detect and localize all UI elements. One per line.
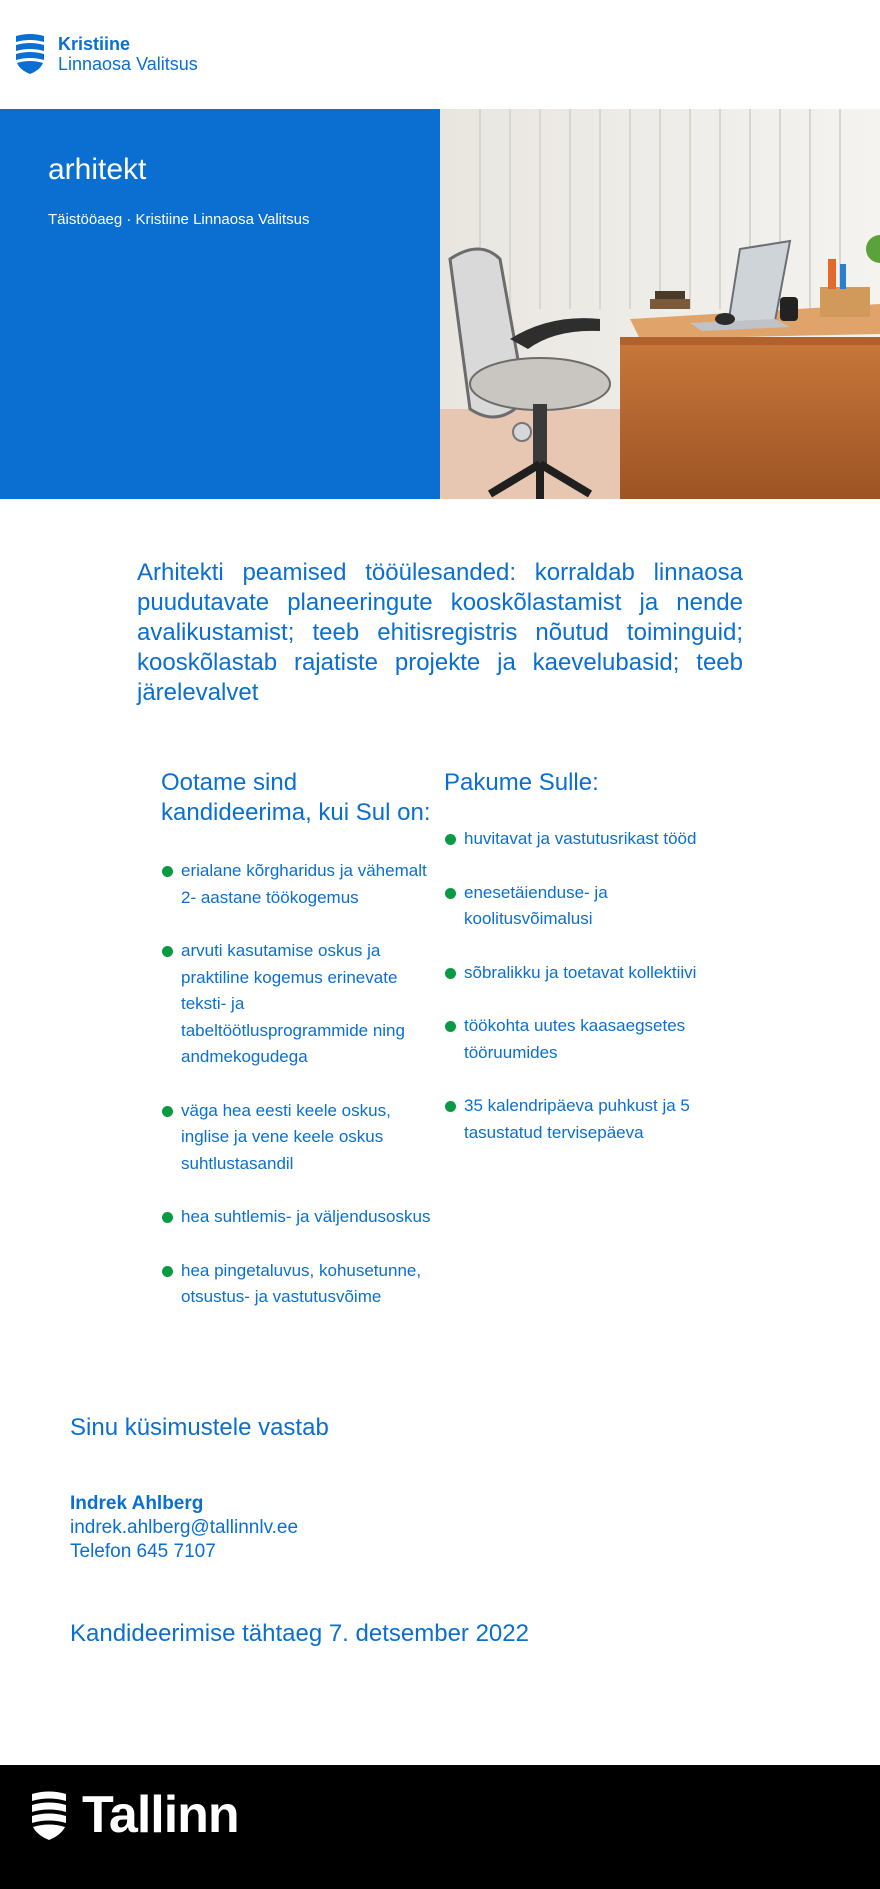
contact-heading: Sinu küsimustele vastab <box>70 1414 329 1441</box>
city-shield-icon <box>14 32 46 76</box>
bullet-icon <box>162 1106 173 1117</box>
bullet-icon <box>445 834 456 845</box>
office-photo <box>440 109 880 499</box>
bullet-icon <box>162 1266 173 1277</box>
list-item-text: hea suhtlemis- ja väljendusoskus <box>181 1207 431 1226</box>
footer <box>0 1765 880 1889</box>
bullet-icon <box>445 888 456 899</box>
list-item-text: huvitavat ja vastutusrikast tööd <box>464 829 697 848</box>
office-chair-desk-photo <box>440 109 880 499</box>
application-deadline: Kandideerimise tähtaeg 7. detsember 2022 <box>70 1620 529 1647</box>
list-item <box>444 1013 724 1066</box>
contact-block <box>70 1492 298 1564</box>
job-title: arhitekt <box>48 153 147 186</box>
bullet-icon <box>445 1101 456 1112</box>
contact-name: Indrek Ahlberg <box>70 1493 204 1514</box>
list-item <box>161 858 431 911</box>
offer-section <box>444 768 724 1173</box>
org-name-line2: Linnaosa Valitsus <box>58 54 198 74</box>
list-item-text: enesetäienduse- ja koolitusvõimalusi <box>464 882 608 928</box>
list-item <box>161 1204 431 1231</box>
list-item-text: väga hea eesti keele oskus, inglise ja vene keele oskus suhtlustasandil <box>181 1100 391 1173</box>
list-item <box>444 960 724 987</box>
hero-banner <box>0 109 880 499</box>
org-logo[interactable] <box>14 32 198 76</box>
list-item <box>161 938 431 1071</box>
job-subtitle: Täistööaeg · Kristiine Linnaosa Valitsus <box>48 211 310 228</box>
list-item-text: erialane kõrgharidus ja vähemalt 2- aastane töökogemus <box>181 861 427 907</box>
bullet-icon <box>162 1212 173 1223</box>
offer-list <box>444 826 724 1146</box>
bullet-icon <box>162 946 173 957</box>
hero-title-panel <box>0 109 440 499</box>
job-description: Arhitekti peamised tööülesanded: korraldab linnaosa puudutavate planeeringute kooskõlastamist ja nende avalikustamist; teeb ehitisregistris nõutud toiminguid; kooskõlastab rajatiste projekte ja kaevelubasid; teeb järelevalvet <box>137 559 743 706</box>
list-item-text: töökohta uutes kaasaegsetes tööruumides <box>464 1016 686 1062</box>
org-name <box>58 34 198 74</box>
requirements-list <box>161 858 431 1311</box>
list-item <box>161 1258 431 1311</box>
list-item <box>444 826 724 853</box>
list-item-text: hea pingetaluvus, kohusetunne, otsustus- ja vastutusvõime <box>181 1260 422 1306</box>
tallinn-shield-icon <box>30 1789 68 1841</box>
list-item-text: arvuti kasutamise oskus ja praktiline kogemus erinevate teksti- ja tabeltöötlusprogrammide ning andmekogudega <box>181 941 405 1066</box>
list-item-text: 35 kalendripäeva puhkust ja 5 tasustatud tervisepäeva <box>464 1096 690 1142</box>
contact-email[interactable]: indrek.ahlberg@tallinnlv.ee <box>70 1517 299 1538</box>
list-item <box>444 880 724 933</box>
bullet-icon <box>162 866 173 877</box>
list-item <box>161 1098 431 1178</box>
bullet-icon <box>445 1021 456 1032</box>
list-item <box>444 1093 724 1146</box>
requirements-heading: Ootame sind kandideerima, kui Sul on: <box>161 769 431 826</box>
contact-phone[interactable]: Telefon 645 7107 <box>70 1541 216 1562</box>
list-item-text: sõbralikku ja toetavat kollektiivi <box>464 962 697 982</box>
bullet-icon <box>445 968 456 979</box>
requirements-section <box>161 768 431 1338</box>
footer-brand[interactable]: Tallinn <box>82 1786 239 1844</box>
org-name-line1: Kristiine <box>58 34 131 54</box>
offer-heading: Pakume Sulle: <box>444 769 599 796</box>
